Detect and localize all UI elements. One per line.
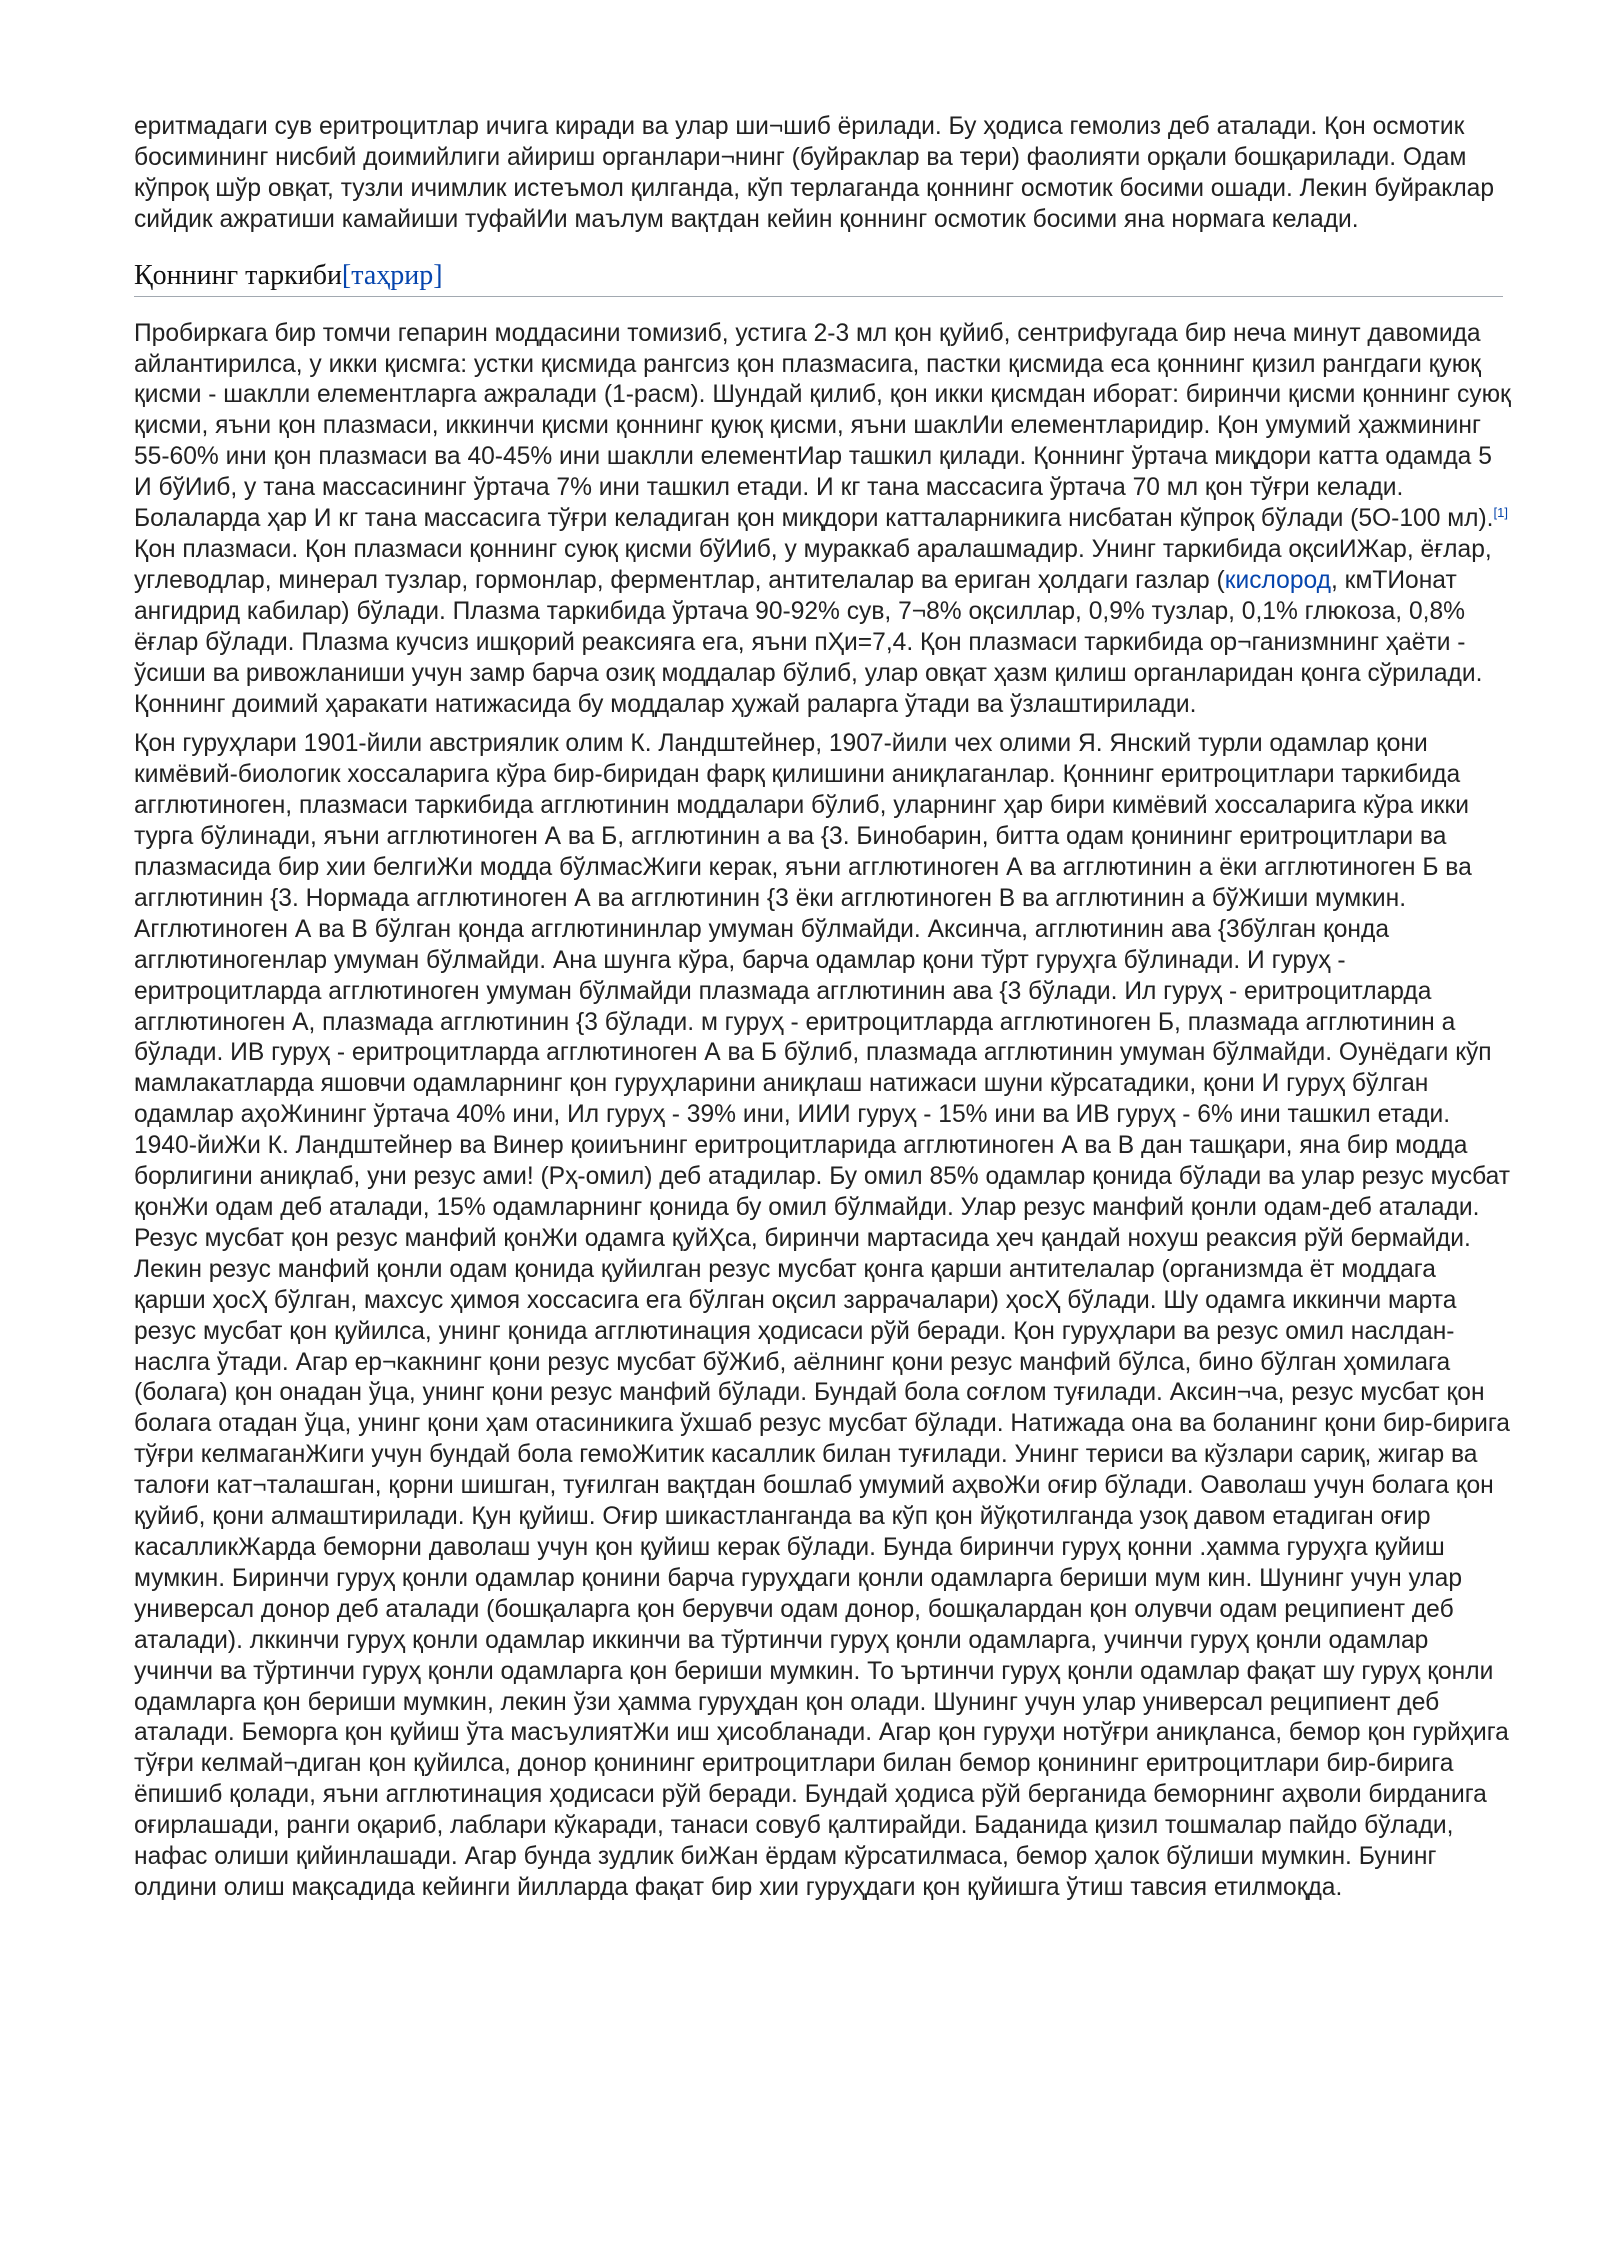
edit-bracket-close: ] — [433, 259, 443, 291]
edit-bracket-open: [ — [341, 259, 352, 291]
reference-marker[interactable] — [1494, 505, 1508, 520]
reference-link[interactable]: [1] — [1493, 504, 1508, 520]
composition-text-2: Қон плазмаси. Қон плазмаси қоннинг суюқ қисми бўИиб, у мураккаб аралашмадир. Унинг таркибида оқсиИЖар, ёғлар, углеводлар, минерал тузлар, гормонлар, ферментлар, антителалар ва ериган ҳолдаги газлар ( — [134, 535, 1492, 594]
section-heading-block — [134, 258, 1503, 297]
composition-text-1: Пробиркага бир томчи гепарин моддасини томизиб, устига 2-3 мл қон қуйиб, сентрифугада бир неча минут давомида айлантирилса, у икки қисмга: устки қисмида рангсиз қон плазмасига, пастки қисмида еса қоннинг қизил рангдаги қуюқ қисми - шаклли елементларга ажралади (1-расм). Шундай қилиб, қон икки қисмдан иборат: биринчи қисми қоннинг суюқ қисми, яъни қон плазмаси, иккинчи қисми қоннинг қуюқ қисми, яъни шаклИи елементларидир. Қон умумий ҳажмининг 55-60% ини қон плазмаси ва 40-45% ини шаклли елементИар ташкил қилади. Қоннинг ўртача миқдори катта одамда 5 И бўИиб, у тана массасининг ўртача 7% ини ташкил етади. И кг тана массасига ўртача 70 мл қон тўғри келади. Болаларда ҳар И кг тана массасига тўғри келадиган қон миқдори катталарникига нисбатан кўпроқ бўлади (5О-100 мл). — [134, 319, 1511, 533]
section-heading-text: Қоннинг таркиби — [134, 259, 342, 291]
blood-groups-paragraph: Қон гуруҳлари 1901-йили австриялик олим К. Ландштейнер, 1907-йили чех олими Я. Янский турли одамлар қони кимёвий-биологик хоссаларига кўра бир-биридан фарқ қилишини аниқлаганлар. Қоннинг еритроцитлари таркибида агглютиноген, плазмаси таркибида агглютинин моддалари бўлиб, уларнинг ҳар бири кимёвий хоссаларига кўра икки турга бўлинади, яъни агглютиноген А ва Б, агглютинин а ва {3. Бинобарин, битта одам қонининг еритроцитлари ва плазмасида бир хии белгиЖи модда бўлмасЖиги керак, яъни агглютиноген А ва агглютинин а ёки агглютиноген Б ва агглютинин {3. Нормада агглютиноген А ва агглютинин {3 ёки агглютиноген В ва агглютинин а бўЖиши мумкин. Агглютиноген А ва В бўлган қонда агглютининлар умуман бўлмайди. Аксинча, агглютинин ава {3бўлган қонда агглютиногенлар умуман бўлмайди. Ана шунга кўра, барча одамлар қони тўрт гуруҳга бўлинади. И гуруҳ - еритроцитларда агглютиноген умуман бўлмайди плазмада агглютинин ава {3 бўлади. Ил гуруҳ - еритроцитларда агглютиноген А, плазмада агглютинин {3 бўлади. м гуруҳ - еритроцитларда агглютиноген Б, плазмада агглютинин а бўлади. ИВ гуруҳ - еритроцитларда агглютиноген А ва Б бўлиб, плазмада агглютинин умуман бўлмайди. Оунёдаги кўп мамлакатларда яшовчи одамларнинг қон гуруҳларини аниқлаш натижаси шуни кўрсатадики, қони И гуруҳ бўлган одамлар аҳоЖининг ўртача 40% ини, Ил гуруҳ - 39% ини, ИИИ гуруҳ - 15% ини ва ИВ гуруҳ - 6% ини ташкил етади. 1940-йиЖи К. Ландштейнер ва Винер қоииънинг еритроцитларида агглютиноген А ва В дан ташқари, яна бир модда борлигини аниқлаб, уни резус ами! (Рҳ-омил) деб атадилар. Бу омил 85% одамлар қонида бўлади ва улар резус мусбат қонЖи одам деб аталади, 15% одамларнинг қонида бу омил бўлмайди. Улар резус манфий қонли одам-деб аталади. Резус мусбат қон резус манфий қонЖи одамга қуйҲса, биринчи мартасида ҳеч қандай нохуш реаксия рўй бермайди. Лекин резус манфий қонли одам қонида қуйилган резус мусбат қонга қарши антителалар (организмда ёт моддага қарши ҳосҲ бўлган, махсус ҳимоя хоссасига ега бўлган оқсил заррачалари) ҳосҲ бўлади. Шу одамга иккинчи марта резус мусбат қон қуйилса, унинг қонида агглютинация ҳодисаси рўй беради. Қон гуруҳлари ва резус омил наслдан-наслга ўтади. Агар ер¬какнинг қони резус мусбат бўЖиб, аёлнинг қони резус манфий бўлса, бино бўлган ҳомилага (болага) қон онадан ўца, унинг қони резус манфий бўлади. Бундай бола соғлом туғилади. Аксин¬ча, резус мусбат қон болага отадан ўца, унинг қони ҳам отасиникига ўхшаб резус мусбат бўлади. Натижада она ва боланинг қони бир-бирига тўғри келмаганЖиги учун бундай бола гемоЖитик касаллик билан туғилади. Унинг териси ва кўзлари сариқ, жигар ва талоғи кат¬талашган, қорни шишган, туғилган вақтдан бошлаб умумий аҳвоЖи оғир бўлади. Оаволаш учун болага қон қуйиб, қони алмаштирилади. Қун қуйиш. Оғир шикастланганда ва кўп қон йўқотилганда узоқ давом етадиган оғир касалликЖарда беморни даволаш учун қон қуйиш керак бўлади. Бунда биринчи гуруҳ қонни .ҳамма гуруҳга қуйиш мумкин. Биринчи гуруҳ қонли одамлар қонини барча гуруҳдаги қонли одамларга бериши мум кин. Шунинг учун улар универсал донор деб аталади (бошқаларга қон берувчи одам донор, бошқалардан қон олувчи одам реципиент деб аталади). лккинчи гуруҳ қонли одамлар иккинчи ва тўртинчи гуруҳ қонли одамларга, учинчи гуруҳ қонли одамлар учинчи ва тўртинчи гуруҳ қонли одамларга қон бериши мумкин. То ъртинчи гуруҳ қонли одамлар фақат шу гуруҳ қонли одамларга қон бериши мумкин, лекин ўзи ҳамма гуруҳдан қон олади. Шунинг учун улар универсал реципиент деб аталади. Беморга қон қуйиш ўта масъулиятЖи иш ҳисобланади. Агар қон гуруҳи нотўғри аниқланса, бемор қон гурйҳига тўғри келмай¬диган қон қуйилса, донор қонининг еритроцитлари билан бемор қонининг еритроцитлари бир-бирига ёпишиб қолади, яъни агглютинация ҳодисаси рўй беради. Бундай ҳодиса рўй берганида беморнинг аҳволи бирданига оғирлашади, ранги оқариб, лаблари кўкаради, танаси совуб қалтирайди. Баданида қизил тошмалар пайдо бўлади, нафас олиши қийинлашади. Агар бунда зудлик биЖан ёрдам кўрсатилмаса, бемор ҳалок бўлиши мумкин. Бунинг олдини олиш мақсадида кейинги йилларда фақат бир хии гуруҳдаги қон қуйишга ўтиш тавсия етилмоқда. — [134, 730, 1511, 1901]
intro-paragraph: еритмадаги сув еритроцитлар ичига киради ва улар ши¬шиб ёрилади. Бу ҳодиса гемолиз деб аталади. Қон осмотик босимининг нисбий доимийлиги айириш органлари¬нинг (буйраклар ва тери) фаолияти орқали бошқарилади. Одам кўпроқ шўр овқат, тузли ичимлик истеъмол қилганда, кўп терлаганда қоннинг осмотик босими ошади. Лекин буйраклар сийдик ажратиши камайиши туфайИи маълум вақтдан кейин қоннинг осмотик босими яна нормага келади. — [134, 113, 1495, 233]
edit-label[interactable]: таҳрир — [351, 259, 434, 291]
section-heading — [134, 258, 1503, 294]
edit-link[interactable] — [342, 260, 443, 291]
composition-text-3: , кмТИонат ангидрид кабилар) бўлади. Плазма таркибида ўртача 90-92% сув, 7¬8% оқсиллар, 0,9% тузлар, 0,1% глюкоза, 0,8% ёғлар бўлади. Плазма кучсиз ишқорий реаксияга ега, яъни пҲи=7,4. Қон плазмаси таркибида ор¬ганизмнинг ҳаёти - ўсиши ва ривожланиши учун замр барча озиқ моддалар бўлиб, улар овқат ҳазм қилиш органларидан қонга сўрилади. Қоннинг доимий ҳаракати натижасида бу моддалар ҳужай раларга ўтади ва ўзлаштирилади. — [134, 566, 1483, 718]
composition-paragraph — [134, 319, 1514, 721]
oxygen-link[interactable]: кислород — [1224, 566, 1332, 594]
